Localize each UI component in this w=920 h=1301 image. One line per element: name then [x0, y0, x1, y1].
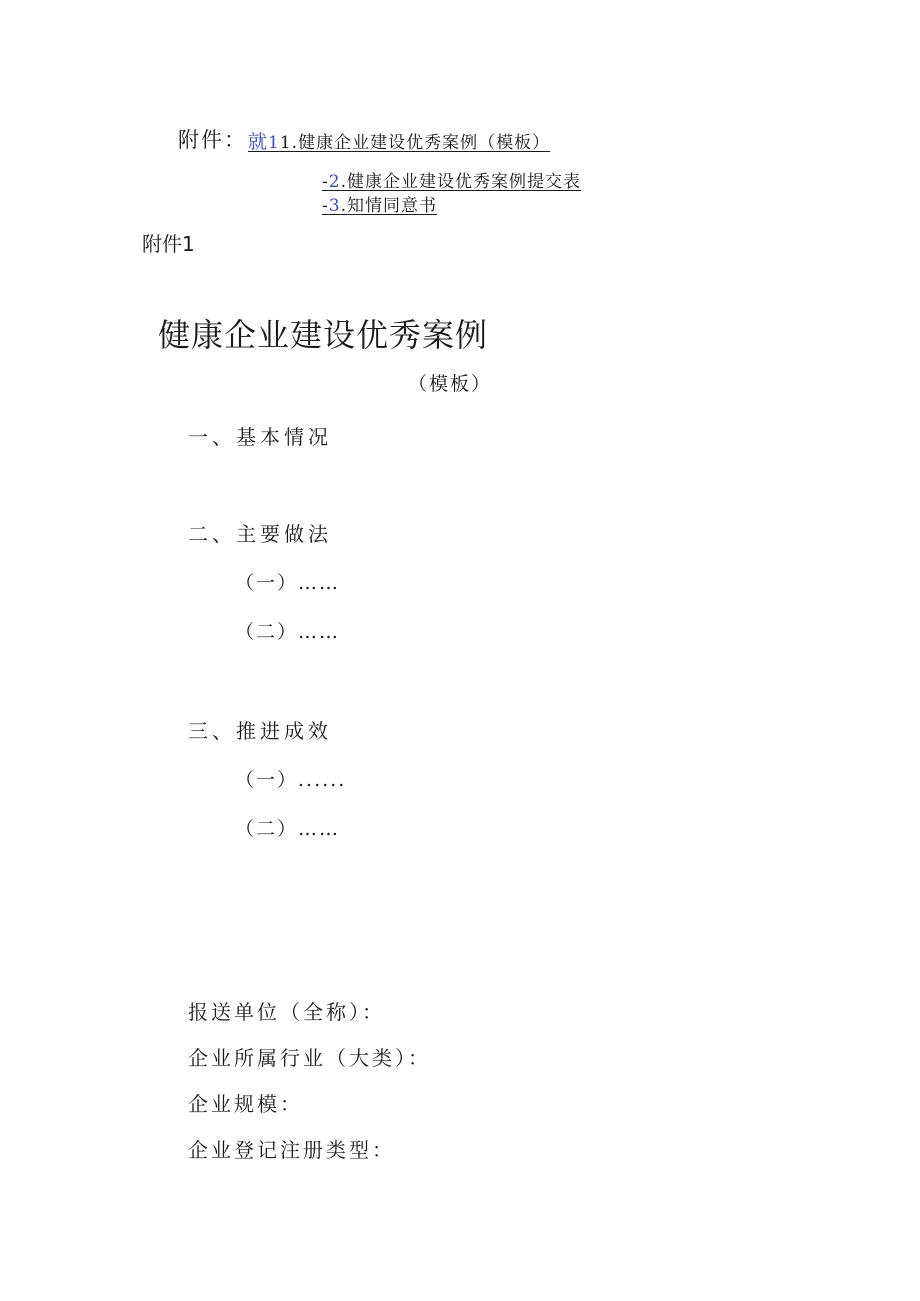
attachment-link-3-prefix: -	[322, 196, 329, 216]
section-item: （二）……	[235, 621, 341, 643]
document-title: 健康企业建设优秀案例	[158, 316, 489, 354]
form-field-industry: 企业所属行业（大类）：	[188, 1046, 431, 1070]
section-item: （二）……	[235, 818, 341, 840]
document-subtitle: （模板）	[408, 373, 493, 395]
attachment-link-3-text: .知情同意书	[340, 196, 437, 216]
attachment-link-1[interactable]	[248, 127, 550, 154]
form-field-registration-type: 企业登记注册类型：	[188, 1138, 395, 1162]
section-heading-basic-info: 一、基本情况	[188, 425, 332, 449]
attachment-link-1-number: 1	[268, 133, 280, 153]
section-heading-results: 三、推进成效	[188, 719, 332, 743]
attachment-link-3-number: 3	[328, 196, 341, 216]
attachment-link-2-prefix: -	[322, 172, 329, 192]
attachment-link-2-number: 2	[328, 172, 341, 192]
attachments-label: 附件：	[178, 128, 247, 152]
attachment-link-1-text: 1.健康企业建设优秀案例（模板）	[279, 133, 551, 153]
attachment-link-3[interactable]	[322, 191, 437, 216]
section-item: （一）……	[235, 572, 341, 594]
section-heading-main-practices: 二、主要做法	[188, 522, 332, 546]
attachment-link-2[interactable]	[322, 167, 581, 192]
annex-label: 附件1	[142, 232, 195, 256]
attachment-link-1-prefix: 就	[248, 131, 269, 153]
form-field-submitting-unit: 报送单位（全称）：	[188, 1000, 385, 1024]
section-item: （一）......	[235, 769, 347, 791]
attachment-link-2-text: .健康企业建设优秀案例提交表	[340, 172, 581, 192]
form-field-enterprise-scale: 企业规模：	[188, 1092, 303, 1116]
